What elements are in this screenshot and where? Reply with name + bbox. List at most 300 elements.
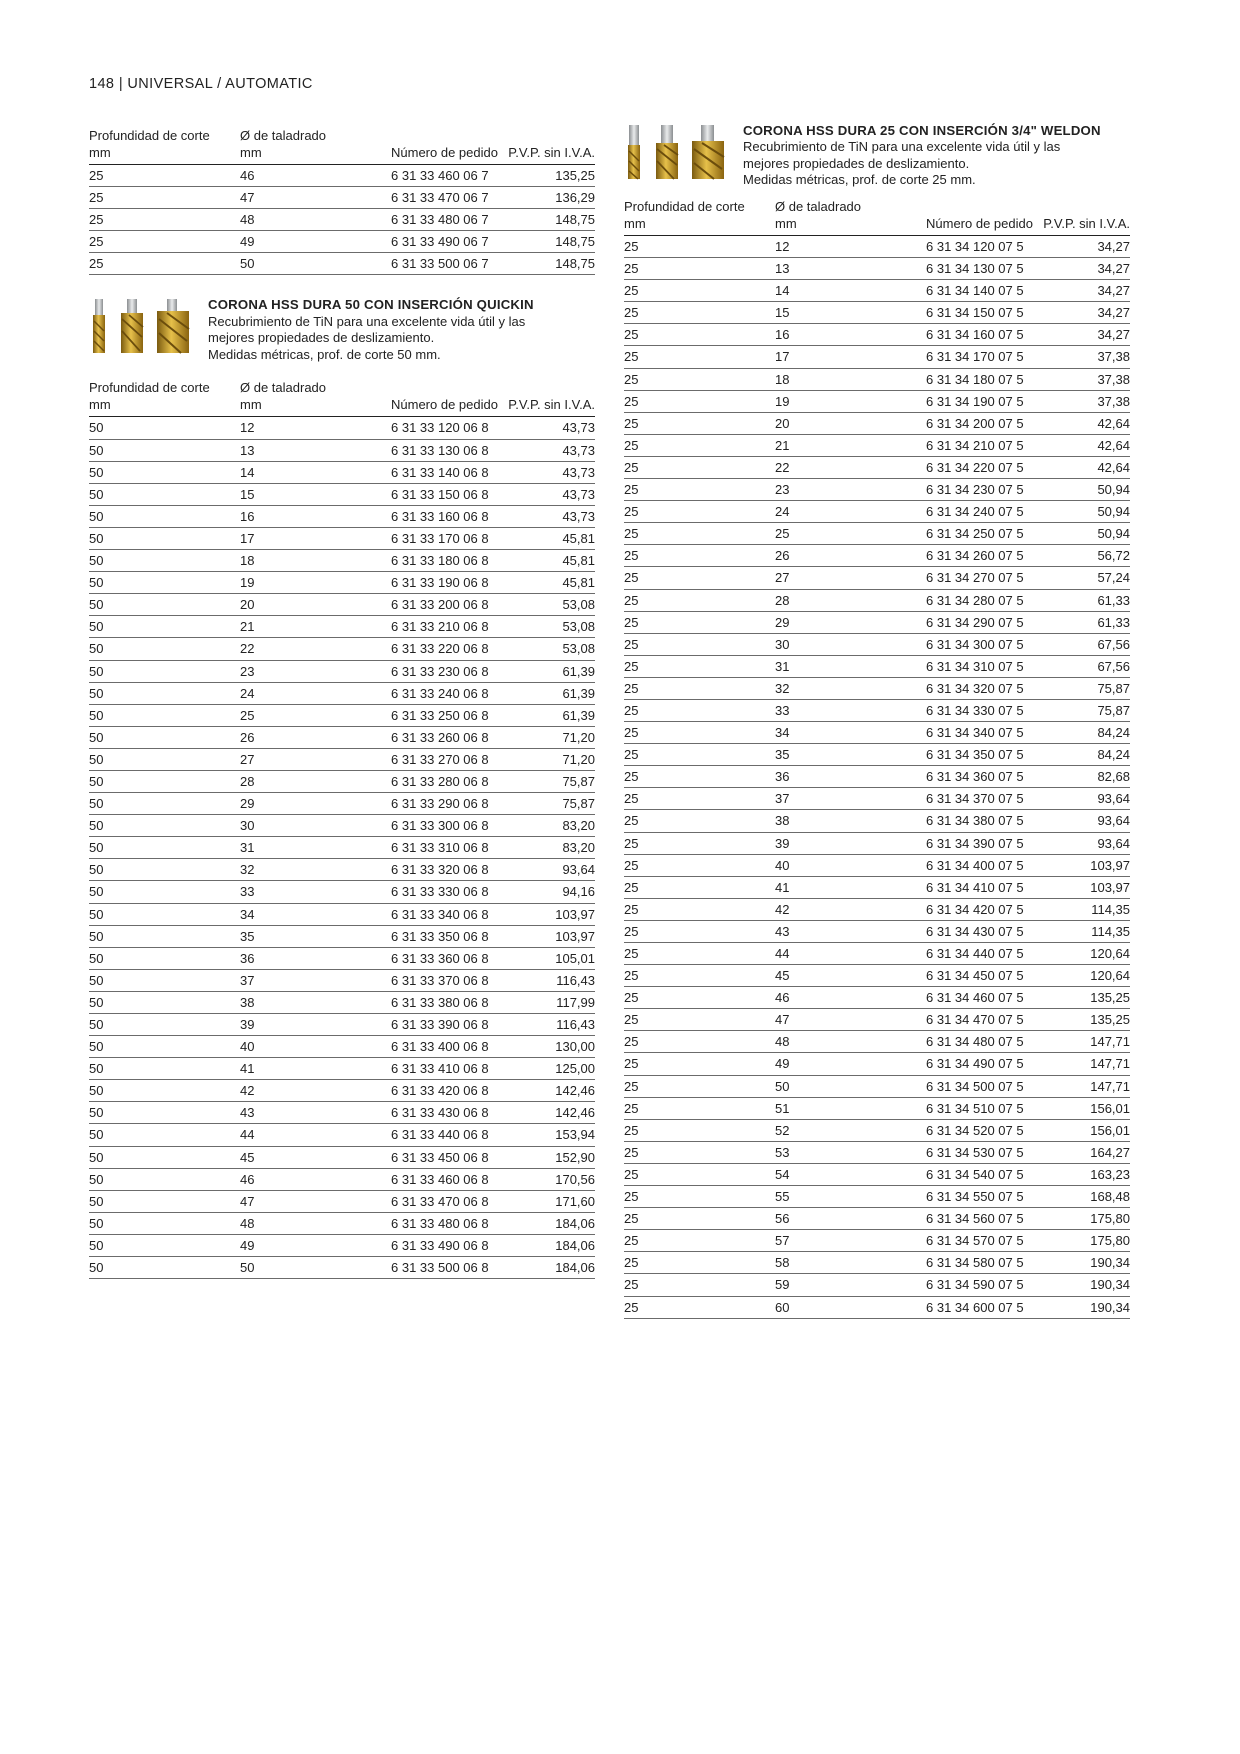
table-row — [624, 391, 1130, 413]
diameter-cell: 22 — [240, 641, 255, 657]
order-number-cell: 6 31 34 120 07 5 — [926, 239, 1024, 254]
diameter-cell: 35 — [775, 747, 790, 763]
table-row — [624, 877, 1130, 899]
table-row — [624, 280, 1130, 302]
price-cell: 43,73 — [562, 420, 595, 436]
diameter-cell: 19 — [240, 575, 255, 591]
price-cell: 125,00 — [555, 1061, 595, 1077]
depth-cell: 25 — [624, 946, 639, 961]
table-row — [624, 1252, 1130, 1274]
order-number-cell: 6 31 33 310 06 8 — [391, 840, 489, 856]
order-number-cell: 6 31 34 250 07 5 — [926, 526, 1024, 542]
diameter-cell: 24 — [775, 504, 790, 520]
table-row — [89, 727, 595, 749]
order-number-cell: 6 31 34 500 07 5 — [926, 1078, 1024, 1094]
depth-header: Profundidad de corte — [624, 199, 745, 214]
order-number-cell: 6 31 33 370 06 8 — [391, 972, 489, 988]
depth-cell: 25 — [624, 680, 639, 696]
order-number-cell: 6 31 34 230 07 5 — [926, 482, 1024, 498]
table-row — [89, 1147, 595, 1169]
depth-cell: 50 — [89, 796, 104, 812]
price-cell: 61,39 — [562, 707, 595, 723]
order-number-cell: 6 31 33 270 06 8 — [391, 751, 489, 767]
table-row — [624, 567, 1130, 589]
left-column — [89, 128, 595, 1279]
table-row — [624, 1208, 1130, 1230]
price-cell: 94,16 — [562, 884, 595, 900]
order-number-cell: 6 31 33 410 06 8 — [391, 1061, 489, 1077]
weldon-desc-line1: Recubrimiento de TiN para una excelente vida útil y las — [743, 139, 1061, 155]
depth-cell: 25 — [624, 1012, 639, 1028]
depth-cell: 50 — [89, 597, 104, 613]
price-cell: 50,94 — [1097, 504, 1130, 520]
price-cell: 61,33 — [1097, 592, 1130, 608]
table-row — [89, 1058, 595, 1080]
order-number-cell: 6 31 34 180 07 5 — [926, 371, 1024, 387]
price-cell: 171,60 — [555, 1193, 595, 1209]
table-row — [89, 1124, 595, 1146]
order-number-cell: 6 31 33 350 06 8 — [391, 928, 489, 944]
price-cell: 75,87 — [1097, 680, 1130, 696]
table-row — [624, 1098, 1130, 1120]
table-row — [624, 678, 1130, 700]
depth-cell: 25 — [624, 305, 639, 321]
order-number-cell: 6 31 33 290 06 8 — [391, 796, 489, 812]
order-number-cell: 6 31 34 160 07 5 — [926, 327, 1024, 343]
table-row — [624, 788, 1130, 810]
order-number-cell: 6 31 34 460 07 5 — [926, 990, 1024, 1006]
diameter-cell: 40 — [240, 1039, 255, 1055]
order-number-cell: 6 31 34 140 07 5 — [926, 283, 1024, 299]
depth-cell: 50 — [89, 751, 104, 767]
order-number-cell: 6 31 34 200 07 5 — [926, 415, 1024, 431]
depth-cell: 50 — [89, 486, 104, 502]
diameter-cell: 44 — [240, 1127, 255, 1143]
price-cell: 34,27 — [1097, 261, 1130, 277]
diameter-cell: 21 — [240, 619, 255, 635]
top-table-body — [89, 164, 595, 275]
diameter-cell: 59 — [775, 1277, 790, 1293]
order-number-cell: 6 31 33 180 06 8 — [391, 553, 489, 569]
page-header: 148 | UNIVERSAL / AUTOMATIC — [89, 76, 313, 92]
diameter-cell: 31 — [240, 840, 255, 856]
diameter-cell: 14 — [240, 464, 255, 480]
order-number-cell: 6 31 34 450 07 5 — [926, 968, 1024, 984]
depth-cell: 25 — [624, 1078, 639, 1094]
price-cell: 53,08 — [562, 597, 595, 613]
price-cell: 93,64 — [1097, 813, 1130, 829]
table-row — [624, 656, 1130, 678]
depth-cell: 50 — [89, 928, 104, 944]
order-number-cell: 6 31 33 500 06 8 — [391, 1260, 489, 1276]
order-number-cell: 6 31 34 350 07 5 — [926, 747, 1024, 763]
table-row — [624, 855, 1130, 877]
price-cell: 105,01 — [555, 950, 595, 966]
order-number-cell: 6 31 33 430 06 8 — [391, 1105, 489, 1121]
depth-cell: 25 — [89, 168, 104, 183]
table-row — [89, 209, 595, 231]
depth-cell: 25 — [624, 636, 639, 652]
table-row — [89, 572, 595, 594]
depth-cell: 25 — [624, 437, 639, 453]
order-number-cell: 6 31 34 540 07 5 — [926, 1166, 1024, 1182]
table-row — [624, 921, 1130, 943]
table-row — [624, 943, 1130, 965]
order-number-cell: 6 31 33 130 06 8 — [391, 442, 489, 458]
price-cell: 34,27 — [1097, 283, 1130, 299]
table-row — [624, 236, 1130, 258]
table-row — [624, 1230, 1130, 1252]
diameter-cell: 52 — [775, 1122, 790, 1138]
price-cell: 148,75 — [555, 256, 595, 272]
price-cell: 53,08 — [562, 619, 595, 635]
table-row — [89, 1235, 595, 1257]
price-cell: 164,27 — [1090, 1144, 1130, 1160]
depth-cell: 25 — [624, 393, 639, 409]
order-number-cell: 6 31 33 140 06 8 — [391, 464, 489, 480]
order-number-cell: 6 31 34 300 07 5 — [926, 636, 1024, 652]
diameter-cell: 28 — [240, 773, 255, 789]
depth-cell: 25 — [624, 504, 639, 520]
diameter-cell: 50 — [775, 1078, 790, 1094]
table-row — [89, 187, 595, 209]
diameter-cell: 29 — [240, 796, 255, 812]
table-row — [624, 590, 1130, 612]
depth-cell: 50 — [89, 1039, 104, 1055]
diameter-cell: 58 — [775, 1255, 790, 1271]
order-number-cell: 6 31 34 480 07 5 — [926, 1034, 1024, 1050]
table-row — [624, 634, 1130, 656]
order-number-cell: 6 31 34 380 07 5 — [926, 813, 1024, 829]
order-number-cell: 6 31 34 170 07 5 — [926, 349, 1024, 365]
depth-cell: 50 — [89, 906, 104, 922]
diameter-cell: 44 — [775, 946, 790, 961]
table-row — [89, 528, 595, 550]
diameter-cell: 43 — [240, 1105, 255, 1121]
price-cell: 147,71 — [1090, 1056, 1130, 1072]
order-number-cell: 6 31 34 530 07 5 — [926, 1144, 1024, 1160]
depth-cell: 50 — [89, 1127, 104, 1143]
diameter-cell: 20 — [775, 415, 790, 431]
diameter-cell: 39 — [775, 835, 790, 851]
depth-cell: 50 — [89, 575, 104, 591]
order-number-cell: 6 31 33 360 06 8 — [391, 950, 489, 966]
diameter-cell: 29 — [775, 614, 790, 630]
quickin-table-body — [89, 416, 595, 1279]
table-row — [624, 346, 1130, 368]
weldon-table-body — [624, 235, 1130, 1319]
depth-cell: 25 — [89, 234, 104, 250]
order-number-cell: 6 31 33 480 06 8 — [391, 1215, 489, 1231]
diameter-cell: 47 — [775, 1012, 790, 1028]
depth-unit: mm — [624, 216, 646, 231]
diameter-cell: 15 — [240, 486, 255, 502]
diameter-cell: 13 — [775, 261, 790, 277]
depth-cell: 50 — [89, 950, 104, 966]
price-cell: 190,34 — [1090, 1299, 1130, 1315]
order-number-cell: 6 31 33 120 06 8 — [391, 420, 489, 436]
weldon-title: CORONA HSS DURA 25 CON INSERCIÓN 3/4" WELDON — [743, 123, 1101, 138]
diameter-header: Ø de taladrado — [775, 199, 862, 214]
right-column — [624, 123, 1130, 1319]
order-number-cell: 6 31 34 320 07 5 — [926, 680, 1024, 696]
diameter-unit: mm — [240, 145, 262, 160]
diameter-cell: 42 — [775, 901, 790, 917]
depth-cell: 50 — [89, 1083, 104, 1099]
price-cell: 175,80 — [1090, 1211, 1130, 1227]
order-number-cell: 6 31 34 370 07 5 — [926, 791, 1024, 807]
diameter-cell: 45 — [240, 1149, 255, 1165]
price-cell: 82,68 — [1097, 769, 1130, 785]
price-header: P.V.P. sin I.V.A. — [1043, 216, 1130, 231]
price-cell: 103,97 — [1090, 857, 1130, 873]
diameter-cell: 12 — [775, 239, 790, 254]
diameter-cell: 27 — [240, 751, 255, 767]
order-number-cell: 6 31 33 390 06 8 — [391, 1017, 489, 1032]
table-row — [89, 705, 595, 727]
order-number-cell: 6 31 33 230 06 8 — [391, 663, 489, 679]
table-row — [624, 1031, 1130, 1053]
price-cell: 184,06 — [555, 1215, 595, 1231]
price-cell: 84,24 — [1097, 725, 1130, 741]
order-number-cell: 6 31 34 220 07 5 — [926, 459, 1024, 475]
depth-cell: 25 — [624, 371, 639, 387]
diameter-cell: 51 — [775, 1100, 790, 1116]
table-row — [89, 506, 595, 528]
diameter-header: Ø de taladrado — [240, 128, 327, 143]
price-cell: 43,73 — [562, 486, 595, 502]
table-header — [89, 128, 595, 164]
order-number-header: Número de pedido — [391, 397, 498, 413]
price-cell: 61,39 — [562, 685, 595, 701]
order-number-cell: 6 31 34 510 07 5 — [926, 1100, 1024, 1116]
order-number-cell: 6 31 33 440 06 8 — [391, 1127, 489, 1143]
depth-cell: 25 — [624, 725, 639, 741]
depth-cell: 50 — [89, 685, 104, 701]
diameter-cell: 34 — [240, 906, 255, 922]
table-row — [624, 612, 1130, 634]
order-number-cell: 6 31 33 250 06 8 — [391, 707, 489, 723]
diameter-cell: 27 — [775, 570, 790, 586]
diameter-cell: 38 — [240, 994, 255, 1010]
diameter-cell: 41 — [240, 1061, 255, 1077]
depth-cell: 25 — [624, 283, 639, 299]
table-row — [624, 302, 1130, 324]
depth-cell: 25 — [89, 212, 104, 228]
table-row — [624, 744, 1130, 766]
price-cell: 153,94 — [555, 1127, 595, 1143]
diameter-cell: 37 — [240, 972, 255, 988]
price-cell: 114,35 — [1091, 923, 1130, 939]
table-row — [89, 1213, 595, 1235]
price-cell: 37,38 — [1097, 349, 1130, 365]
price-cell: 135,25 — [1090, 990, 1130, 1006]
price-cell: 93,64 — [562, 862, 595, 878]
table-row — [89, 440, 595, 462]
price-cell: 83,20 — [562, 818, 595, 834]
diameter-cell: 12 — [240, 420, 255, 436]
diameter-cell: 17 — [775, 349, 790, 365]
table-row — [624, 766, 1130, 788]
quickin-desc-line3: Medidas métricas, prof. de corte 50 mm. — [208, 346, 441, 362]
price-header: P.V.P. sin I.V.A. — [508, 397, 595, 413]
depth-cell: 25 — [624, 857, 639, 873]
depth-cell: 25 — [89, 256, 104, 272]
table-row — [624, 258, 1130, 280]
diameter-cell: 38 — [775, 813, 790, 829]
depth-cell: 25 — [624, 1233, 639, 1249]
table-row — [624, 435, 1130, 457]
depth-cell: 50 — [89, 1215, 104, 1231]
table-row — [89, 904, 595, 926]
order-number-cell: 6 31 34 390 07 5 — [926, 835, 1024, 851]
weldon-product-header — [624, 123, 1130, 199]
order-number-cell: 6 31 34 570 07 5 — [926, 1233, 1024, 1249]
diameter-unit: mm — [240, 397, 262, 413]
diameter-cell: 54 — [775, 1166, 790, 1182]
depth-cell: 25 — [624, 835, 639, 851]
price-cell: 50,94 — [1097, 482, 1130, 498]
diameter-cell: 30 — [240, 818, 255, 834]
order-number-cell: 6 31 34 410 07 5 — [926, 879, 1024, 895]
quickin-cutter-icon — [89, 297, 201, 357]
order-number-cell: 6 31 33 170 06 8 — [391, 530, 489, 546]
depth-header: Profundidad de corte — [89, 380, 210, 396]
price-cell: 45,81 — [562, 530, 595, 546]
diameter-cell: 26 — [240, 729, 255, 745]
order-number-cell: 6 31 34 600 07 5 — [926, 1299, 1024, 1315]
table-row — [89, 165, 595, 187]
order-number-cell: 6 31 33 200 06 8 — [391, 597, 489, 613]
price-cell: 152,90 — [555, 1149, 595, 1165]
price-cell: 103,97 — [1090, 879, 1130, 895]
price-cell: 184,06 — [555, 1237, 595, 1253]
table-row — [89, 859, 595, 881]
order-number-cell: 6 31 34 340 07 5 — [926, 725, 1024, 741]
table-row — [624, 1186, 1130, 1208]
diameter-cell: 36 — [240, 950, 255, 966]
order-number-cell: 6 31 33 470 06 8 — [391, 1193, 489, 1209]
price-cell: 34,27 — [1097, 327, 1130, 343]
order-number-cell: 6 31 33 380 06 8 — [391, 994, 489, 1010]
diameter-cell: 42 — [240, 1083, 255, 1099]
order-number-cell: 6 31 33 160 06 8 — [391, 508, 489, 524]
table-row — [624, 545, 1130, 567]
table-row — [89, 1036, 595, 1058]
depth-cell: 25 — [624, 968, 639, 984]
depth-cell: 50 — [89, 442, 104, 458]
order-number-cell: 6 31 34 150 07 5 — [926, 305, 1024, 321]
depth-cell: 50 — [89, 663, 104, 679]
price-cell: 163,23 — [1090, 1166, 1130, 1182]
weldon-desc-line3: Medidas métricas, prof. de corte 25 mm. — [743, 172, 976, 188]
depth-cell: 50 — [89, 1260, 104, 1276]
table-row — [89, 1014, 595, 1036]
order-number-header: Número de pedido — [926, 216, 1033, 231]
diameter-cell: 25 — [775, 526, 790, 542]
depth-cell: 50 — [89, 818, 104, 834]
table-row — [624, 369, 1130, 391]
table-row — [624, 965, 1130, 987]
table-row — [89, 771, 595, 793]
order-number-header: Número de pedido — [391, 145, 498, 160]
diameter-cell: 35 — [240, 928, 255, 944]
depth-cell: 25 — [624, 1100, 639, 1116]
diameter-cell: 50 — [240, 256, 255, 272]
depth-cell: 25 — [624, 1299, 639, 1315]
diameter-cell: 20 — [240, 597, 255, 613]
order-number-cell: 6 31 34 310 07 5 — [926, 658, 1024, 674]
table-row — [624, 1164, 1130, 1186]
order-number-cell: 6 31 33 330 06 8 — [391, 884, 489, 900]
depth-cell: 50 — [89, 1149, 104, 1165]
depth-cell: 25 — [89, 190, 104, 206]
price-cell: 175,80 — [1090, 1233, 1130, 1249]
depth-cell: 50 — [89, 840, 104, 856]
diameter-cell: 49 — [775, 1056, 790, 1072]
weldon-text — [743, 123, 1101, 189]
price-cell: 148,75 — [555, 234, 595, 250]
table-row — [89, 970, 595, 992]
table-row — [624, 479, 1130, 501]
price-cell: 184,06 — [555, 1260, 595, 1276]
table-row — [624, 899, 1130, 921]
depth-cell: 50 — [89, 619, 104, 635]
price-cell: 120,64 — [1090, 968, 1130, 984]
price-cell: 53,08 — [562, 641, 595, 657]
weldon-cutter-icon — [624, 123, 736, 183]
depth-cell: 25 — [624, 923, 639, 939]
diameter-cell: 57 — [775, 1233, 790, 1249]
depth-cell: 25 — [624, 1189, 639, 1205]
depth-cell: 50 — [89, 641, 104, 657]
depth-cell: 25 — [624, 614, 639, 630]
diameter-cell: 18 — [240, 553, 255, 569]
quickin-desc-line2: mejores propiedades de deslizamiento. — [208, 330, 435, 346]
depth-cell: 50 — [89, 773, 104, 789]
table-row — [89, 1102, 595, 1124]
depth-cell: 50 — [89, 553, 104, 569]
price-cell: 135,25 — [1090, 1012, 1130, 1028]
table-row — [89, 661, 595, 683]
diameter-cell: 14 — [775, 283, 790, 299]
table-row — [624, 1120, 1130, 1142]
price-cell: 156,01 — [1090, 1122, 1130, 1138]
depth-cell: 50 — [89, 884, 104, 900]
price-cell: 43,73 — [562, 508, 595, 524]
table-row — [89, 992, 595, 1014]
order-number-cell: 6 31 33 240 06 8 — [391, 685, 489, 701]
price-cell: 116,43 — [556, 972, 595, 988]
price-cell: 67,56 — [1097, 636, 1130, 652]
diameter-cell: 36 — [775, 769, 790, 785]
diameter-cell: 33 — [240, 884, 255, 900]
diameter-unit: mm — [775, 216, 797, 231]
price-cell: 142,46 — [555, 1083, 595, 1099]
diameter-cell: 49 — [240, 1237, 255, 1253]
order-number-cell: 6 31 33 340 06 8 — [391, 906, 489, 922]
order-number-cell: 6 31 33 480 06 7 — [391, 212, 489, 228]
table-header — [89, 380, 595, 416]
order-number-cell: 6 31 34 290 07 5 — [926, 614, 1024, 630]
table-row — [624, 501, 1130, 523]
quickin-title: CORONA HSS DURA 50 CON INSERCIÓN QUICKIN — [208, 297, 534, 313]
price-cell: 83,20 — [562, 840, 595, 856]
price-cell: 57,24 — [1097, 570, 1130, 586]
depth-cell: 25 — [624, 570, 639, 586]
table-row — [89, 638, 595, 660]
quickin-desc-line1: Recubrimiento de TiN para una excelente vida útil y las — [208, 313, 526, 329]
